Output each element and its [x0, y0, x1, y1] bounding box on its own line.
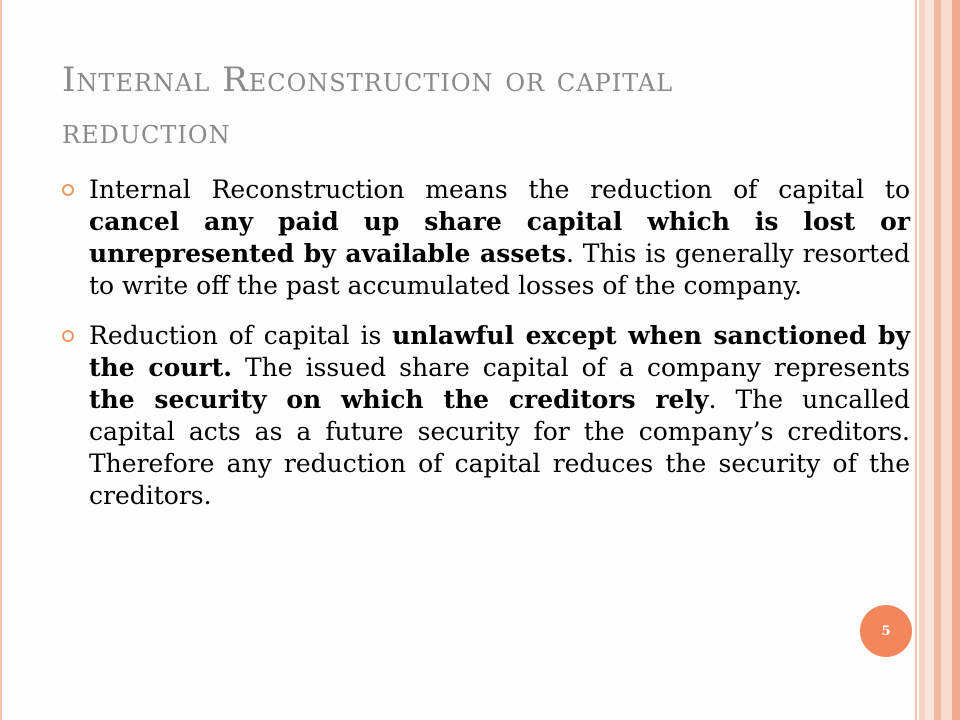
text-segment-bold: cancel any paid up share capital which is lost or unrepresented by available assets [89, 207, 910, 268]
text-segment-bold: the security on which the creditors rely [89, 385, 709, 414]
slide-title-line-2: reduction [62, 112, 231, 152]
bullet-text [89, 321, 910, 510]
decorative-stripes [919, 0, 960, 720]
bullet-ring-icon [62, 184, 74, 196]
slide-title [62, 54, 882, 158]
stripe [925, 0, 934, 720]
bullet-item [62, 174, 910, 302]
bullet-item [62, 320, 910, 512]
bullet-ring-icon [62, 330, 74, 342]
text-segment: Reduction of capital is [89, 321, 393, 350]
text-segment: . The uncalled capital acts as a future security for the company’s creditors. Therefore any reduction of capital reduces the security of the creditors. [89, 385, 910, 510]
text-segment: The issued share capital of a company represents [231, 353, 910, 382]
stripe [952, 0, 960, 720]
stripe [934, 0, 941, 720]
text-segment: . This is generally resorted to write off the past accumulated losses of the company. [89, 239, 910, 300]
text-segment-bold: unlawful except when sanctioned by the court. [89, 321, 910, 382]
stripe [941, 0, 952, 720]
text-segment: Internal Reconstruction means the reduction of capital to [89, 175, 910, 204]
slide-title-line-1: Internal Reconstruction or capital [62, 60, 674, 100]
bullet-list [62, 174, 910, 530]
page-number-badge [860, 605, 912, 657]
bullet-text [89, 175, 910, 300]
page-number: 5 [881, 623, 891, 639]
